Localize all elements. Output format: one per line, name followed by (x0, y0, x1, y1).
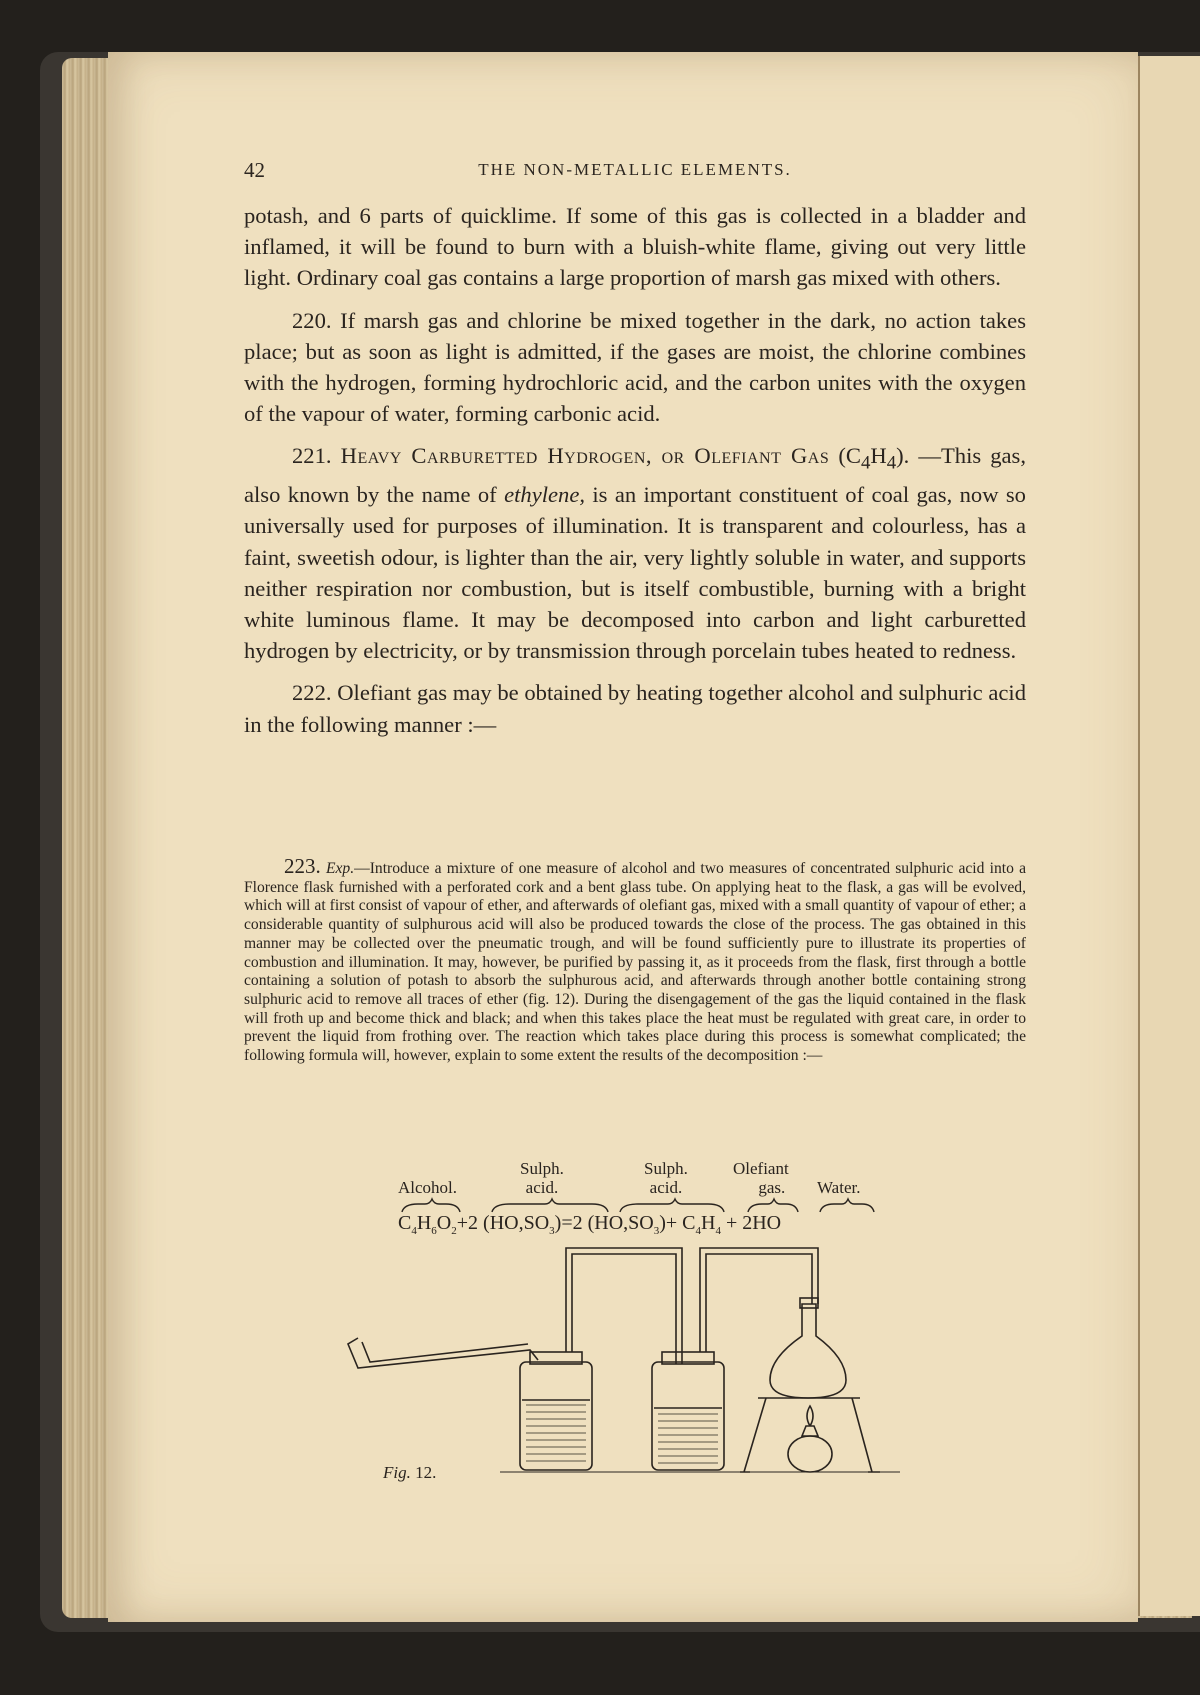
page-number: 42 (244, 158, 265, 182)
apparatus-illustration (340, 1240, 940, 1490)
paragraph-221: 221. Heavy Carburetted Hydrogen, or Olefiant Gas $(C_4H_4)$. —This gas, also known by the name of ethylene, is an important constituent of coal gas, now so universally used for purposes of illumination. It is transparent and colourless, has a faint, sweetish odour, is lighter than the air, very lightly soluble in water, and supports neither respiration nor combustion, but is itself combustible, burning with a bright white luminous flame. It may be decomposed into carbon and light carburetted hydrogen by electricity, or by transmission through porcelain tubes heated to redness. (244, 443, 1027, 664)
paragraph-220: 220. If marsh gas and chlorine be mixed together in the dark, no action takes place; but as soon as light is admitted, if the gases are moist, the chlorine combines with the hydrogen, forming hydrochloric acid, and the carbon unites with the oxygen of the vapour of water, forming carbonic acid. (244, 307, 1026, 427)
label-alcohol: Alcohol. (398, 1178, 458, 1197)
paragraph-222: 222. Olefiant gas may be obtained by heating together alcohol and sulphuric acid in the following manner :— (244, 680, 1026, 737)
paragraph-continued: potash, and 6 parts of quicklime. If some of this gas is collected in a bladder and inflamed, it will be found to burn with a bluish-white flame, giving out very little light. Ordinary coal gas contains a large proportion of marsh gas mixed with others. (244, 203, 1026, 291)
experiment-number: 223. (284, 854, 321, 878)
label-sulph-acid-1: Sulph. acid. (520, 1159, 564, 1197)
label-olefiant-gas: Olefiant gas. (733, 1159, 789, 1197)
chemical-equation: $C_4H_6O_2+2$ $(HO,SO_3)=2$ $(HO,SO_3)+ C_4H_4 + 2HO$ (398, 1212, 782, 1237)
experiment-text: —Introduce a mixture of one measure of alcohol and two measures of concentrated sulphuric acid into a Florence flask furnished with a perforated cork and a bent glass tube. On applying heat to the flask, a gas will be evolved, which will at first consist of vapour of ether, and afterwards of olefiant gas, mixed with a small quantity of vapour of ether; a considerable quantity of sulphurous acid will also be produced towards the close of the process. The gas obtained in this manner may be collected over the pneumatic trough, and will be found sufficiently pure to illustrate its properties of combustion and illumination. It may, however, be purified by passing it, as it proceeds from the flask, first through a bottle containing a solution of potash to absorb the sulphurous acid, and afterwards through another bottle containing strong sulphuric acid to remove all traces of ether (fig. 12). During the disengagement of the gas the liquid contained in the flask will froth up and become thick and black; and when this takes place the heat must be regulated with great care, in order to prevent the liquid from frothing over. The reaction which takes place during this process is somewhat complicated; the following formula will, however, explain to some extent the results of the decomposition :— (244, 860, 1026, 1065)
running-title: THE NON-METALLIC ELEMENTS. (478, 160, 792, 179)
figure-caption: Fig. 12. (383, 1463, 437, 1482)
experiment-label: Exp. (325, 860, 355, 877)
italic-term: ethylene, (504, 482, 586, 508)
heading-formula: $(C_4H_4)$. (838, 443, 910, 474)
label-sulph-acid-2: Sulph. acid. (644, 1159, 688, 1197)
paragraph-number: 221. (292, 443, 332, 469)
label-water: Water. (817, 1178, 861, 1197)
section-heading: Heavy Carburetted Hydrogen, or Olefiant Gas (340, 443, 830, 469)
